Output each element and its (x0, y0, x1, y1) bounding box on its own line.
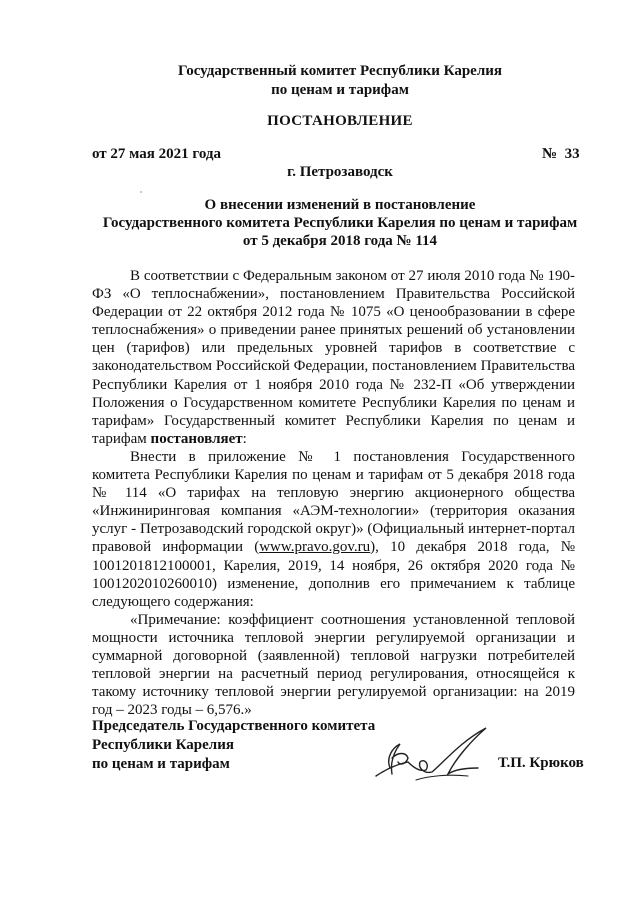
handwritten-signature (368, 718, 508, 784)
document-city: г. Петрозаводск (287, 164, 393, 180)
paragraph-2-text: Внести в приложение № 1 постановления Государственного комитета Республики Карелия по ценам и тарифам от 5 декабря 2018 года № 114 «О тарифах на тепловую энергию акционерного общества «Инжиниринговая компания «АЭМ-технологии» (территория оказания услуг - Петрозаводский городской округ)» (Официальный интернет-портал правовой информации ( (92, 448, 575, 556)
issuer-name: Государственный комитет Республики Карелия (178, 63, 502, 79)
scan-speck (140, 191, 142, 193)
document-type: ПОСТАНОВЛЕНИЕ (267, 113, 413, 129)
document-title (90, 196, 590, 250)
title-line-3: от 5 декабря 2018 года № 114 (242, 233, 438, 249)
paragraph-1-end: : (242, 430, 247, 447)
issuer-name-line2: по ценам и тарифам (271, 82, 409, 98)
signatory-title (92, 717, 375, 774)
title-line-1: О внесении изменений в постановление (204, 197, 476, 213)
signatory-name: Т.П. Крюков (498, 755, 584, 771)
body-paragraph-1 (92, 267, 575, 448)
signatory-title-line-1: Председатель Государственного комитета (92, 718, 376, 734)
signatory-title-line-3: по ценам и тарифам (92, 756, 230, 772)
signatory-title-line-2: Республики Карелия (92, 737, 234, 753)
pravo-link[interactable]: www.pravo.gov.ru (259, 539, 371, 556)
paragraph-1-text: В соответствии с Федеральным законом от 27 июля 2010 года № 190-ФЗ «О теплоснабжении», постановлением Правительства Российской Федерации от 22 октября 2012 года № 1075 «О ценообразовании в сфере теплоснабжения» о приведении ранее принятых решений об установлении цен (тарифов) или предельных уровней тарифов в соответствие с законодательством Российской Федерации, постановлением Правительства Республики Карелия от 1 ноября 2010 года № 232-П «Об утверждении Положения о Государственном комитете Республики Карелия по ценам и тарифам» Государственный комитет Республики Карелия по ценам и тарифам (92, 268, 575, 447)
title-line-2: Государственного комитета Республики Карелия по ценам и тарифам (102, 215, 578, 231)
body-paragraph-3: «Примечание: коэффициент соотношения установленной тепловой мощности источника тепловой энергии регулируемой организации и суммарной договорной (заявленной) тепловой нагрузки потребителей тепловой энергии на расчетный период регулирования, относящейся к такому источнику тепловой энергии регулируемой организации: на 2019 год – 2023 годы – 6,576.» (92, 611, 575, 719)
paragraph-2-rest: ), 10 декабря 2018 года, № 1001201812100001, Карелия, 2019, 14 ноября, 26 октября 2020 года № 1001202010260010) изменение, дополнив его примечанием к таблице следующего содержания: (92, 539, 576, 610)
document-body (92, 267, 575, 719)
document-number: № 33 (542, 146, 580, 162)
resolves-word: постановляет (150, 430, 243, 447)
body-paragraph-2 (92, 448, 575, 611)
document-date: от 27 мая 2021 года (92, 146, 221, 162)
issuer-header (90, 62, 590, 100)
